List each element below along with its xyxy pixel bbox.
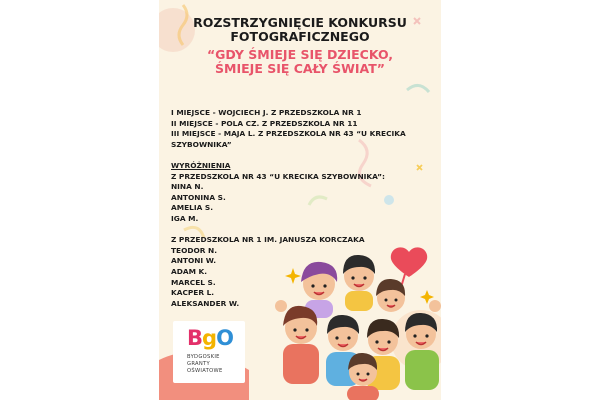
third-place: III MIEJSCE - MAJA L. Z PRZEDSZKOLA NR 43 “U KRECIKA SZYBOWNIKA”: [171, 129, 406, 149]
logo-letter-o: O: [216, 326, 233, 350]
sparkle-icon: [285, 268, 301, 284]
logo-mark: [187, 326, 233, 350]
poster-subtitle: [159, 48, 441, 76]
honoree-name: AMELIA S.: [171, 203, 214, 213]
title-line-1: ROZSTRZYGNIĘCIE KONKURSU: [193, 15, 407, 30]
logo-line-2: GRANTY: [187, 361, 210, 367]
honoree-name: ALEKSANDER W.: [171, 298, 240, 308]
sponsor-logo: [173, 321, 245, 383]
logo-line-3: OŚWIATOWE: [187, 368, 223, 374]
subtitle-line-2: ŚMIEJE SIĘ CAŁY ŚWIAT”: [215, 61, 385, 76]
contest-results-poster: [159, 0, 441, 400]
poster-title: [159, 16, 441, 44]
children-illustration: [271, 236, 441, 400]
honoree-name: TEODOR N.: [171, 245, 218, 255]
title-line-2: FOTOGRAFICZNEGO: [230, 29, 370, 44]
spacer: [171, 150, 433, 161]
second-place: II MIEJSCE - POLA CZ. Z PRZEDSZKOLA NR 11: [171, 118, 358, 128]
honors-heading: WYRÓŻNIENIA: [171, 160, 231, 170]
group-2-heading: Z PRZEDSZKOLA NR 1 IM. JANUSZA KORCZAKA: [171, 235, 365, 245]
first-place: I MIEJSCE - WOJCIECH J. Z PRZEDSZKOLA NR 1: [171, 108, 362, 117]
honoree-name: KACPER L.: [171, 288, 215, 298]
logo-text: [187, 354, 223, 375]
spacer: [171, 225, 433, 236]
honoree-name: IGA M.: [171, 213, 199, 223]
honoree-name: MARCEL S.: [171, 277, 216, 287]
logo-line-1: BYDGOSKIE: [187, 354, 220, 360]
logo-letter-g: g: [202, 326, 217, 350]
subtitle-line-1: “GDY ŚMIEJE SIĘ DZIECKO,: [206, 47, 394, 62]
group-1-heading: Z PRZEDSZKOLA NR 43 “U KRECIKA SZYBOWNIKA”:: [171, 171, 385, 181]
logo-letter-b: B: [187, 326, 203, 350]
honoree-name: NINA N.: [171, 182, 204, 192]
honoree-name: ANTONI W.: [171, 256, 217, 266]
honoree-name: ADAM K.: [171, 266, 208, 276]
honoree-name: ANTONINA S.: [171, 192, 226, 202]
